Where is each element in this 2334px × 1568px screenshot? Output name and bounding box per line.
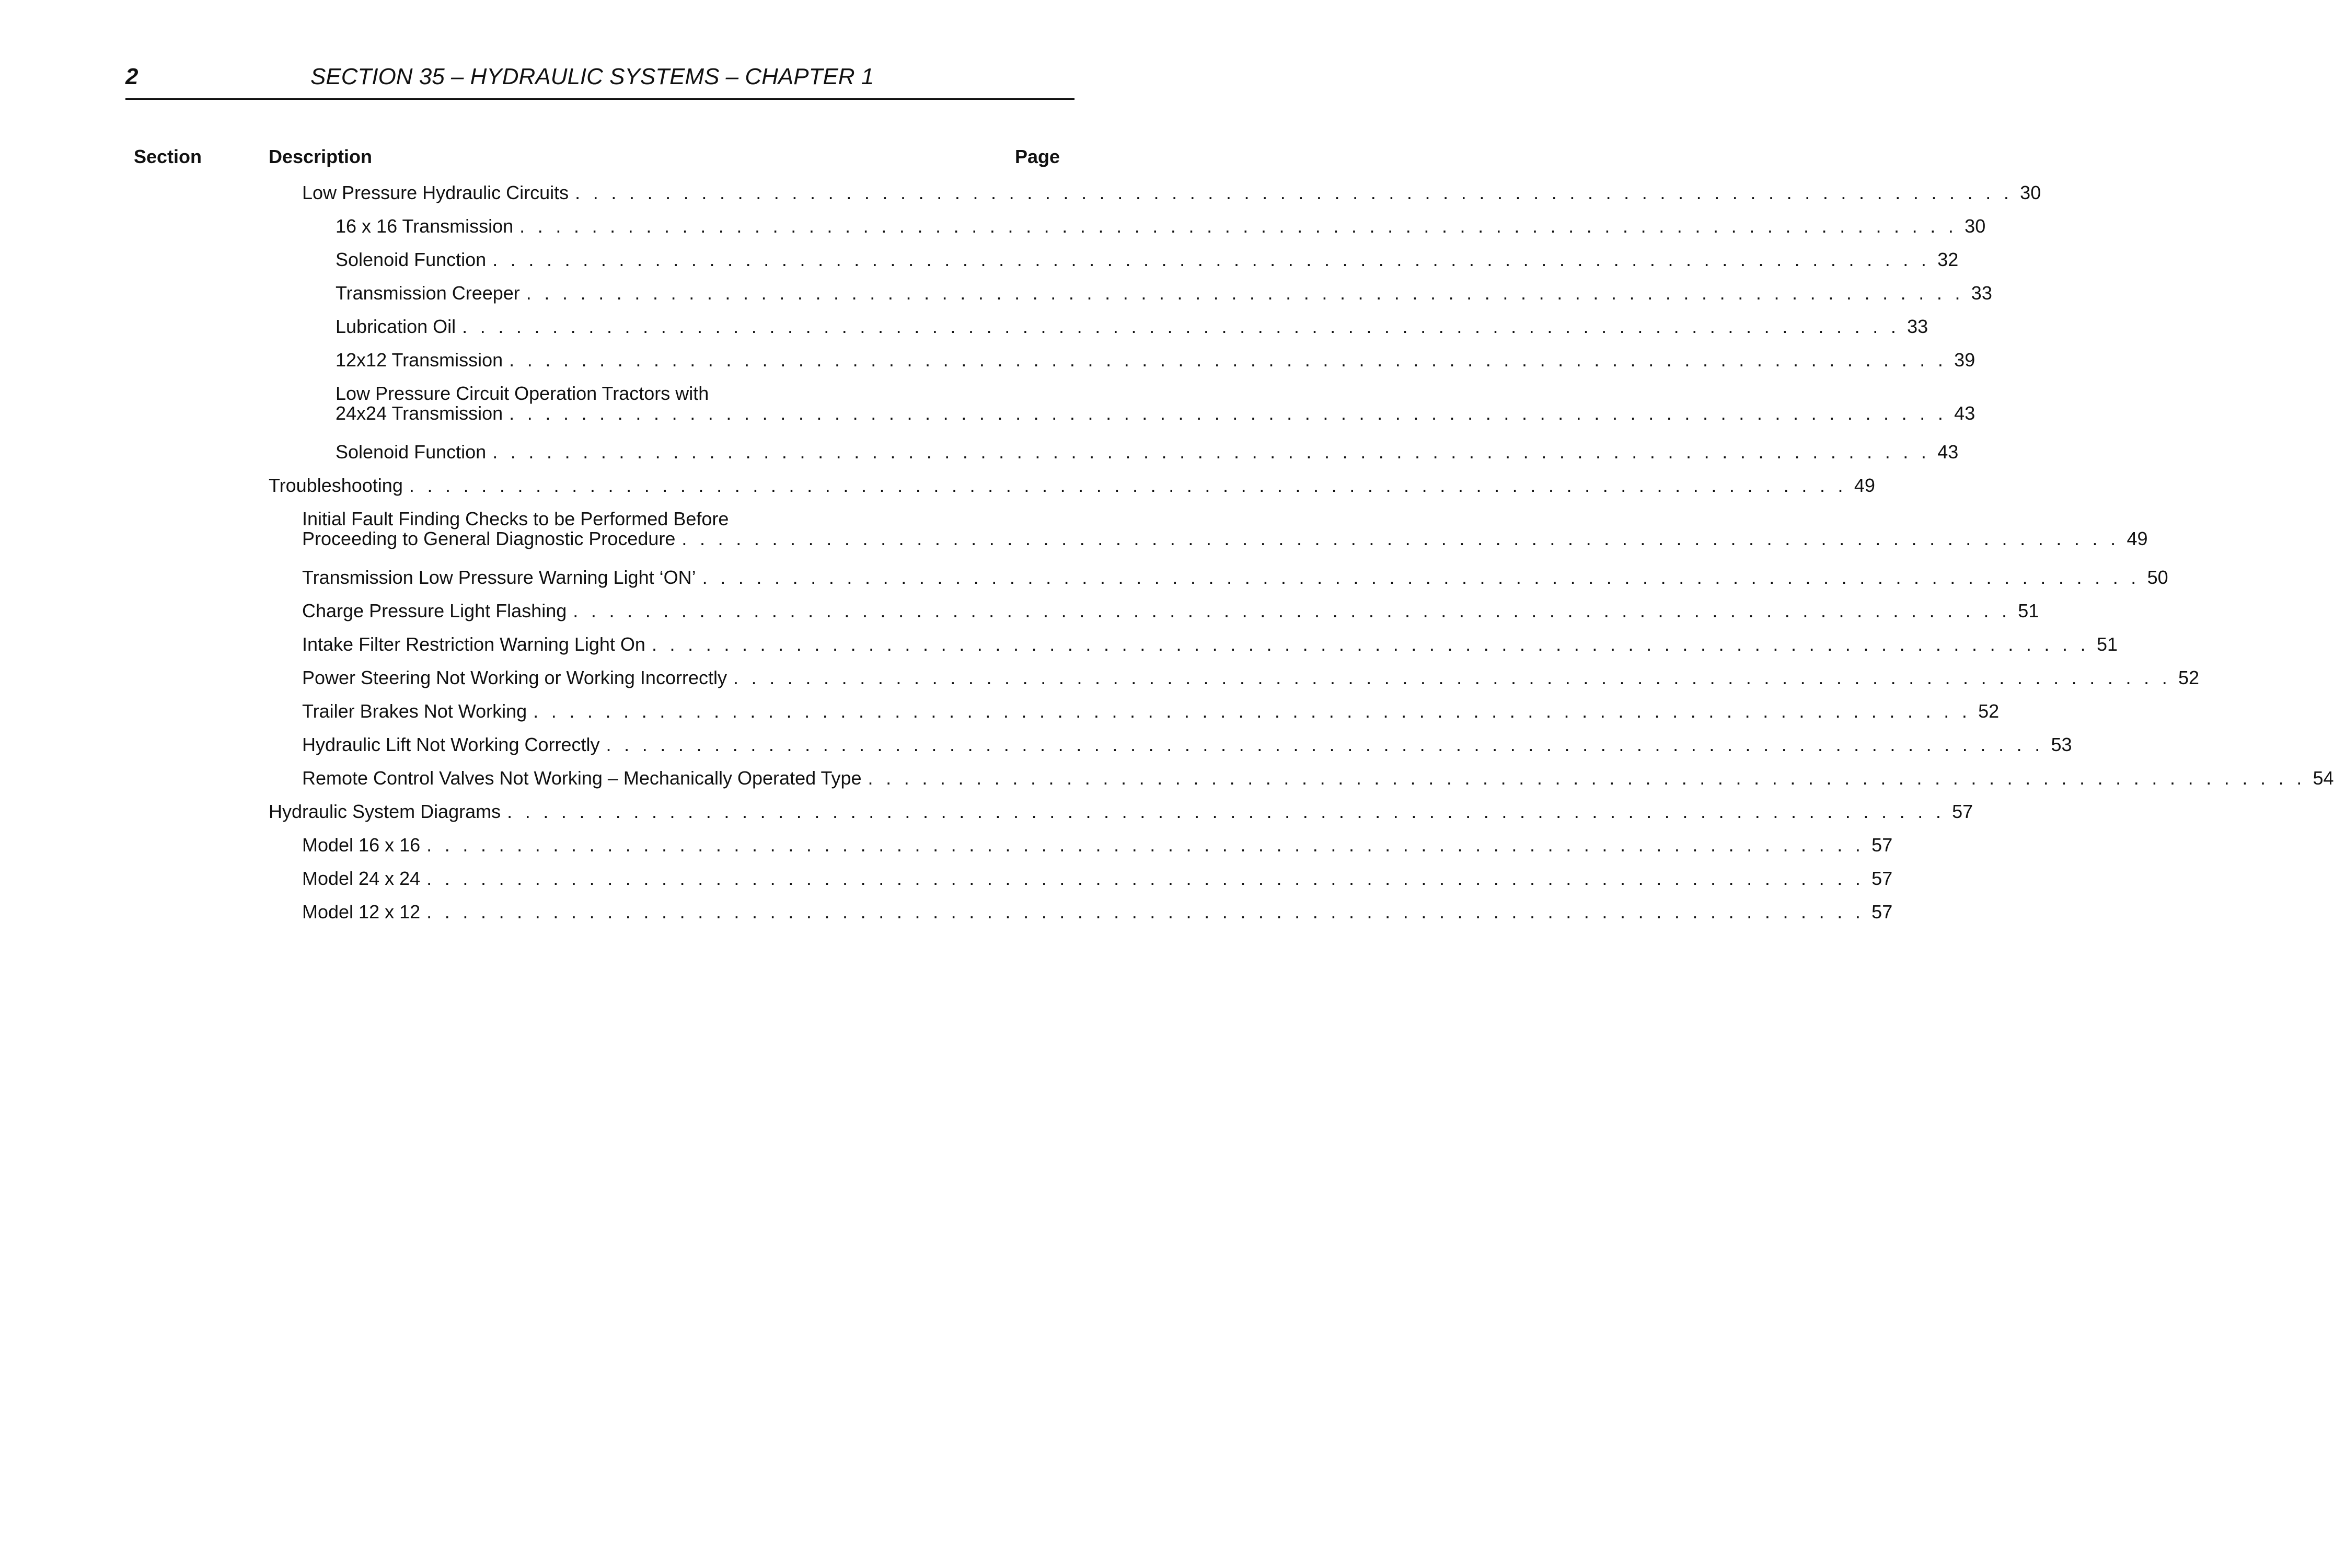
dot-leader: . . . . . . . . . . . . . . . . . . . . . . . . . . . . . . . . . . . . . . . . . . . . . . . . . . . . . . . . . . . . . . . . . . . . . . . . . . . . . . . . [409, 475, 1847, 496]
column-heading-description: Description [269, 146, 373, 167]
dot-leader: . . . . . . . . . . . . . . . . . . . . . . . . . . . . . . . . . . . . . . . . . . . . . . . . . . . . . . . . . . . . . . . . . . . . . . . . . . . . . . . . [526, 282, 1964, 304]
toc-entry-title: Troubleshooting [269, 475, 403, 496]
dot-leader: . . . . . . . . . . . . . . . . . . . . . . . . . . . . . . . . . . . . . . . . . . . . . . . . . . . . . . . . . . . . . . . . . . . . . . . . . . . . . . . . [651, 633, 2089, 655]
column-heading-page: Page [1014, 146, 1060, 167]
toc-entry-title: Power Steering Not Working or Working Incorrectly [302, 667, 727, 688]
page-number: 2 [125, 64, 138, 89]
dot-leader: . . . . . . . . . . . . . . . . . . . . . . . . . . . . . . . . . . . . . . . . . . . . . . . . . . . . . . . . . . . . . . . . . . . . . . . . . . . . . . . . [575, 182, 2013, 203]
toc-entry [302, 767, 2334, 789]
toc-entry-page: 39 [1954, 349, 1975, 371]
dot-leader: . . . . . . . . . . . . . . . . . . . . . . . . . . . . . . . . . . . . . . . . . . . . . . . . . . . . . . . . . . . . . . . . . . . . . . . . . . . . . . . . [681, 528, 2120, 549]
dot-leader: . . . . . . . . . . . . . . . . . . . . . . . . . . . . . . . . . . . . . . . . . . . . . . . . . . . . . . . . . . . . . . . . . . . . . . . . . . . . . . . . [733, 667, 2171, 688]
toc-entry-page: 53 [2051, 734, 2072, 755]
toc-entry-page: 57 [1871, 834, 1893, 856]
toc-entry [302, 567, 2168, 588]
toc-entry-title: Model 16 x 16 [302, 834, 421, 856]
toc-entry-title: 12x12 Transmission [336, 349, 503, 371]
toc-entry [302, 734, 2072, 755]
toc-entry-page: 52 [1978, 700, 2000, 722]
dot-leader: . . . . . . . . . . . . . . . . . . . . . . . . . . . . . . . . . . . . . . . . . . . . . . . . . . . . . . . . . . . . . . . . . . . . . . . . . . . . . . . . [492, 441, 1931, 463]
dot-leader: . . . . . . . . . . . . . . . . . . . . . . . . . . . . . . . . . . . . . . . . . . . . . . . . . . . . . . . . . . . . . . . . . . . . . . . . . . . . . . . . [868, 767, 2306, 789]
toc-entry-page: 49 [2127, 528, 2148, 549]
dot-leader: . . . . . . . . . . . . . . . . . . . . . . . . . . . . . . . . . . . . . . . . . . . . . . . . . . . . . . . . . . . . . . . . . . . . . . . . . . . . . . . . [606, 734, 2044, 755]
toc-entry-page: 43 [1954, 402, 1975, 424]
toc-entry [302, 508, 2148, 549]
toc-entry-page: 57 [1871, 868, 1893, 889]
dot-leader: . . . . . . . . . . . . . . . . . . . . . . . . . . . . . . . . . . . . . . . . . . . . . . . . . . . . . . . . . . . . . . . . . . . . . . . . . . . . . . . . [573, 600, 2011, 621]
dot-leader: . . . . . . . . . . . . . . . . . . . . . . . . . . . . . . . . . . . . . . . . . . . . . . . . . . . . . . . . . . . . . . . . . . . . . . . . . . . . . . . . [492, 249, 1931, 270]
toc-entry-page: 30 [2020, 182, 2041, 203]
toc-entry [302, 633, 2118, 655]
toc-entry [336, 215, 1986, 237]
toc-entry [302, 182, 2041, 203]
dot-leader: . . . . . . . . . . . . . . . . . . . . . . . . . . . . . . . . . . . . . . . . . . . . . . . . . . . . . . . . . . . . . . . . . . . . . . . . . . . . . . . . [509, 402, 1947, 424]
dot-leader: . . . . . . . . . . . . . . . . . . . . . . . . . . . . . . . . . . . . . . . . . . . . . . . . . . . . . . . . . . . . . . . . . . . . . . . . . . . . . . . . [462, 316, 1900, 337]
toc-entry-page: 52 [2178, 667, 2200, 688]
toc-entry-title: Solenoid Function [336, 441, 487, 463]
toc-entry [336, 282, 1992, 304]
toc-entry [336, 349, 1975, 371]
toc-entry-title: 24x24 Transmission [336, 402, 503, 424]
toc-entry-title: 16 x 16 Transmission [336, 215, 514, 237]
toc-entry [336, 316, 1928, 337]
toc-entry-page: 30 [1965, 215, 1986, 237]
toc-entry-title: Charge Pressure Light Flashing [302, 600, 567, 621]
toc-entry-title: Trailer Brakes Not Working [302, 700, 527, 722]
toc-entry-page: 57 [1871, 901, 1893, 923]
toc-entry-title: Transmission Creeper [336, 282, 520, 304]
toc-entry [269, 475, 1875, 496]
toc-entry [302, 901, 1893, 923]
dot-leader: . . . . . . . . . . . . . . . . . . . . . . . . . . . . . . . . . . . . . . . . . . . . . . . . . . . . . . . . . . . . . . . . . . . . . . . . . . . . . . . . [426, 834, 1865, 856]
toc-entry [336, 383, 1975, 424]
toc-entry-page: 32 [1937, 249, 1959, 270]
toc-entry-title: Hydraulic Lift Not Working Correctly [302, 734, 600, 755]
toc-entry-title: Model 12 x 12 [302, 901, 421, 923]
toc-entry [269, 801, 1973, 822]
toc-entry-title-line1: Initial Fault Finding Checks to be Performed Before [302, 508, 729, 529]
toc-entry-page: 43 [1937, 441, 1959, 463]
toc-entry-title: Solenoid Function [336, 249, 487, 270]
toc-entry-title: Low Pressure Hydraulic Circuits [302, 182, 569, 203]
dot-leader: . . . . . . . . . . . . . . . . . . . . . . . . . . . . . . . . . . . . . . . . . . . . . . . . . . . . . . . . . . . . . . . . . . . . . . . . . . . . . . . . [702, 567, 2140, 588]
toc-entry-page: 49 [1854, 475, 1875, 496]
toc-entry [302, 834, 1893, 856]
running-title: SECTION 35 – HYDRAULIC SYSTEMS – CHAPTER 1 [310, 64, 874, 89]
toc-entry-title-line1: Low Pressure Circuit Operation Tractors with [336, 383, 709, 404]
dot-leader: . . . . . . . . . . . . . . . . . . . . . . . . . . . . . . . . . . . . . . . . . . . . . . . . . . . . . . . . . . . . . . . . . . . . . . . . . . . . . . . . [426, 901, 1865, 923]
toc-entry-title: Hydraulic System Diagrams [269, 801, 501, 822]
toc-entry-page: 54 [2313, 767, 2334, 789]
toc-entry-title: Transmission Low Pressure Warning Light ‘ON’ [302, 567, 696, 588]
column-heading-section: Section [134, 146, 202, 167]
toc-entry [302, 700, 2000, 722]
toc-entry-title: Lubrication Oil [336, 316, 456, 337]
toc-entry-title: Proceeding to General Diagnostic Procedure [302, 528, 676, 549]
toc-entry-title: Remote Control Valves Not Working – Mechanically Operated Type [302, 767, 862, 789]
dot-leader: . . . . . . . . . . . . . . . . . . . . . . . . . . . . . . . . . . . . . . . . . . . . . . . . . . . . . . . . . . . . . . . . . . . . . . . . . . . . . . . . [509, 349, 1947, 371]
toc-entry [336, 441, 1959, 463]
toc-entry-page: 51 [2096, 633, 2118, 655]
toc-entry-page: 51 [2018, 600, 2039, 621]
toc-entry [302, 667, 2200, 688]
dot-leader: . . . . . . . . . . . . . . . . . . . . . . . . . . . . . . . . . . . . . . . . . . . . . . . . . . . . . . . . . . . . . . . . . . . . . . . . . . . . . . . . [519, 215, 1958, 237]
toc-entry-page: 50 [2147, 567, 2168, 588]
toc-entry-page: 57 [1952, 801, 1973, 822]
toc-entry [302, 868, 1893, 889]
dot-leader: . . . . . . . . . . . . . . . . . . . . . . . . . . . . . . . . . . . . . . . . . . . . . . . . . . . . . . . . . . . . . . . . . . . . . . . . . . . . . . . . [533, 700, 1971, 722]
toc-entry-page: 33 [1907, 316, 1928, 337]
toc-entry [302, 600, 2039, 621]
dot-leader: . . . . . . . . . . . . . . . . . . . . . . . . . . . . . . . . . . . . . . . . . . . . . . . . . . . . . . . . . . . . . . . . . . . . . . . . . . . . . . . . [426, 868, 1865, 889]
dot-leader: . . . . . . . . . . . . . . . . . . . . . . . . . . . . . . . . . . . . . . . . . . . . . . . . . . . . . . . . . . . . . . . . . . . . . . . . . . . . . . . . [507, 801, 1945, 822]
toc-entry-title: Intake Filter Restriction Warning Light On [302, 633, 645, 655]
toc-entry-title: Model 24 x 24 [302, 868, 421, 889]
toc-entry [336, 249, 1959, 270]
toc-entry-page: 33 [1971, 282, 1992, 304]
